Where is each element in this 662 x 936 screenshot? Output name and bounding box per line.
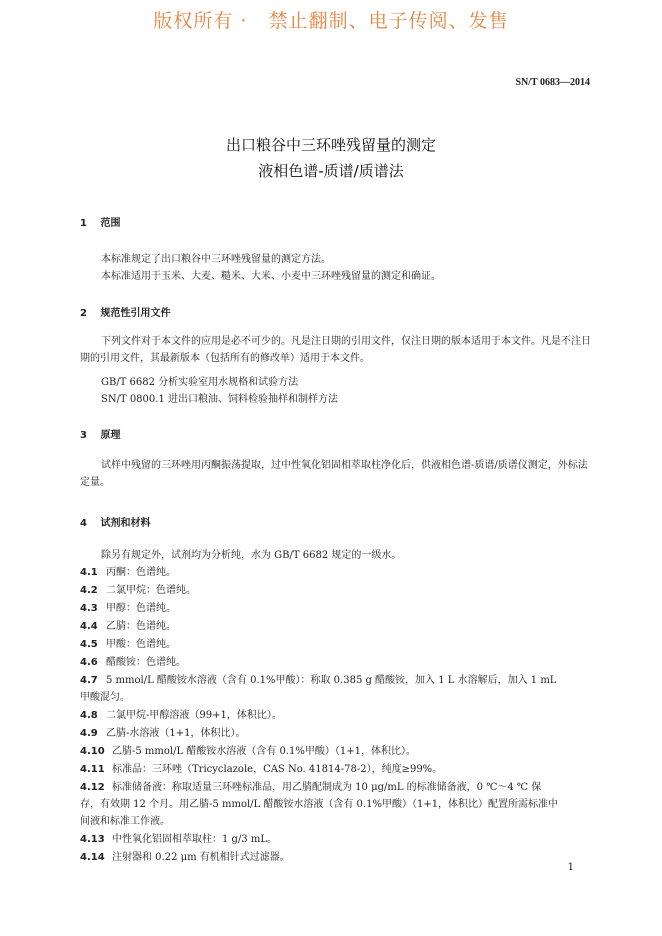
section-title: 范围: [100, 218, 121, 229]
item-text: 乙腈-5 mmol/L 醋酸铵水溶液（含有 0.1%甲酸）（1+1，体积比）。: [112, 746, 416, 757]
copyright-watermark: 版权所有 · 禁止翻制、电子传阅、发售: [153, 10, 509, 32]
section-title: 规范性引用文件: [100, 308, 171, 319]
item-number: 4.9: [80, 728, 98, 739]
document-title-line1: 出口粮谷中三环唑残留量的测定: [225, 136, 436, 154]
item-text: 5 mmol/L 醋酸铵水溶液（含有 0.1%甲酸）：称取 0.385 g 醋酸铵，加入 1 L 水溶解后，加入 1 mL: [106, 675, 557, 686]
item-number: 4.14: [80, 852, 105, 863]
list-item-continuation: 甲酸混匀。: [80, 692, 130, 703]
item-number: 4.10: [80, 746, 105, 757]
document-title-line2: 液相色谱-质谱/质谱法: [258, 162, 404, 180]
list-item: [80, 635, 176, 650]
reference-item: GB/T 6682 分析实验室用水规格和试验方法: [101, 377, 299, 388]
item-text: 中性氧化铝固相萃取柱：1 g/3 mL。: [112, 834, 277, 845]
item-text: 乙腈-水溶液（1+1，体积比）。: [106, 728, 246, 739]
section-title: 原理: [100, 430, 121, 441]
paragraph: 下列文件对于本文件的应用是必不可少的。凡是注日期的引用文件，仅注日期的版本适用于本文件。凡是不注日期的引用文件，其最新版本（包括所有的修改单）适用于本文件。: [80, 336, 591, 364]
paragraph: 除另有规定外，试剂均为分析纯，水为 GB/T 6682 规定的一级水。: [101, 550, 402, 561]
item-text: 甲酸：色谱纯。: [106, 639, 176, 650]
list-item: [80, 724, 245, 739]
paragraph: 本标准规定了出口粮谷中三环唑残留量的测定方法。: [101, 254, 331, 265]
list-item: [80, 581, 196, 596]
list-item: [80, 563, 176, 578]
item-number: 4.8: [80, 710, 98, 721]
paragraph: 本标准适用于玉米、大麦、糙米、大米、小麦中三环唑残留量的测定和确证。: [101, 271, 441, 282]
list-item: [80, 760, 442, 775]
item-text: 丙酮：色谱纯。: [106, 567, 176, 578]
paragraph: 试样中残留的三环唑用丙酮振荡提取，过中性氧化铝固相萃取柱净化后，供液相色谱-质谱/质谱仪测定，外标法定量。: [80, 460, 588, 488]
item-text: 二氯甲烷：色谱纯。: [106, 585, 196, 596]
item-number: 4.3: [80, 603, 98, 614]
section-4-heading: [80, 514, 150, 529]
section-number: 2: [80, 308, 87, 319]
item-text: 二氯甲烷-甲醇溶液（99+1，体积比）。: [106, 710, 282, 721]
page-number: 1: [567, 862, 574, 873]
item-number: 4.1: [80, 567, 98, 578]
section-3-heading: [80, 426, 120, 441]
item-number: 4.6: [80, 657, 98, 668]
item-number: 4.11: [80, 764, 105, 775]
section-1-heading: [80, 214, 120, 229]
section-2-heading: [80, 304, 170, 319]
item-number: 4.5: [80, 639, 98, 650]
item-number: 4.12: [80, 782, 105, 793]
item-number: 4.7: [80, 675, 98, 686]
item-number: 4.2: [80, 585, 98, 596]
item-text: 注射器和 0.22 μm 有机相针式过滤器。: [112, 852, 290, 863]
list-item: [80, 848, 290, 863]
section-title: 试剂和材料: [100, 518, 151, 529]
list-item: [80, 599, 176, 614]
list-item: [80, 830, 277, 845]
list-item-continuation: 存，有效期 12 个月。用乙腈-5 mmol/L 醋酸铵水溶液（含有 0.1%甲酸）（1+1，体积比）配置所需标准中: [80, 799, 559, 810]
standard-number: SN/T 0683—2014: [515, 77, 590, 88]
list-item-continuation: 间液和标准工作液。: [80, 816, 170, 827]
list-item: [80, 653, 186, 668]
list-item: [80, 742, 416, 757]
list-item: [80, 617, 176, 632]
item-text: 醋酸铵：色谱纯。: [106, 657, 186, 668]
item-text: 乙腈：色谱纯。: [106, 621, 176, 632]
item-text: 标准储备液：称取适量三环唑标准品，用乙腈配制成为 10 μg/mL 的标准储备液，0 ℃～4 ℃ 保: [112, 782, 542, 793]
item-text: 标准品：三环唑（Tricyclazole，CAS No. 41814-78-2），纯度≥99%。: [112, 764, 443, 775]
section-number: 1: [80, 218, 87, 229]
item-number: 4.13: [80, 834, 105, 845]
list-item: [80, 706, 282, 721]
reference-item: SN/T 0800.1 进出口粮油、饲料检验抽样和制样方法: [101, 394, 338, 405]
item-text: 甲醇：色谱纯。: [106, 603, 176, 614]
section-number: 4: [80, 518, 87, 529]
list-item: [80, 778, 541, 793]
item-number: 4.4: [80, 621, 98, 632]
section-number: 3: [80, 430, 87, 441]
list-item: [80, 671, 556, 686]
